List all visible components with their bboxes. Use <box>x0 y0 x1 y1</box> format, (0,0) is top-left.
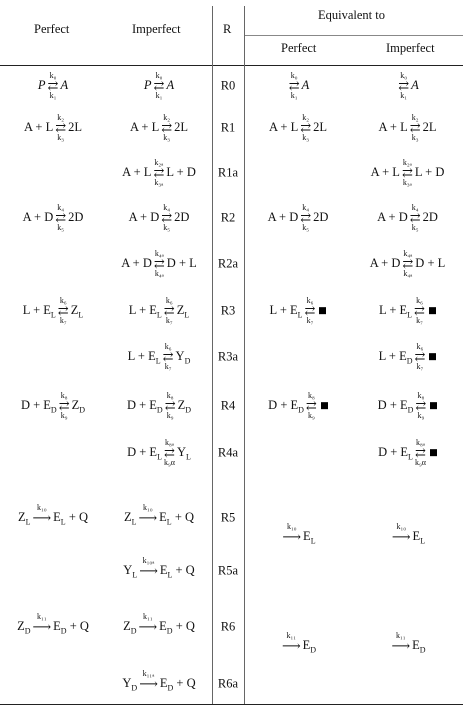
product: 2L <box>422 120 437 135</box>
reaction-id: R3 <box>220 303 236 318</box>
product: $Z_D$ <box>71 397 86 415</box>
reactant: $D + E_L$ <box>378 444 413 462</box>
product: $Y_L$ <box>176 444 191 462</box>
product: D + L <box>166 256 197 271</box>
eq-imperfect-reaction <box>352 439 463 467</box>
product <box>428 446 437 461</box>
equilibrium-arrow-icon: k₆ ⇄ k₇ <box>414 342 426 371</box>
product: A <box>301 78 310 93</box>
filled-square-icon <box>321 403 328 410</box>
reactant: A + L <box>378 120 408 135</box>
equilibrium-arrow-icon: k₈ ⇄ k₉ <box>305 391 317 420</box>
product <box>317 304 326 319</box>
product <box>319 399 328 414</box>
reactant: $Z_D$ <box>123 618 137 636</box>
header-imperfect: Imperfect <box>132 22 181 36</box>
equilibrium-arrow-icon: k₆ ⇄ k₇ <box>57 296 69 325</box>
filled-square-icon <box>430 450 437 457</box>
eq-perfect-reaction <box>244 204 352 232</box>
imperfect-reaction <box>106 343 212 371</box>
product: 2L <box>313 120 328 135</box>
reaction-id: R6 <box>220 619 236 634</box>
eq-imperfect-reaction <box>352 114 463 142</box>
eq-imperfect-reaction <box>352 632 463 660</box>
equilibrium-arrow-icon: k₂ ⇄ k₃ <box>300 113 312 142</box>
forward-arrow-icon: k₁₁ₐ ⟶ <box>139 669 158 692</box>
reactant: A + D <box>121 256 152 271</box>
header-eq-perfect: Perfect <box>281 41 317 55</box>
reactant: P <box>143 78 152 93</box>
reaction-id: R3a <box>217 349 239 364</box>
rule-header-bottom <box>0 65 463 66</box>
forward-arrow-icon: k₁₁ ⟶ <box>32 612 52 635</box>
product: $E_L$ <box>303 528 316 546</box>
equilibrium-arrow-icon: k₂ ⇄ k₃ <box>161 113 173 142</box>
product: $Z_L$ <box>176 302 190 320</box>
reactant: $L + E_L$ <box>128 302 162 320</box>
product: $E_L + Q$ <box>53 509 89 527</box>
imperfect-reaction <box>106 392 212 420</box>
forward-arrow-icon: k₁₁ ⟶ <box>281 631 301 654</box>
equilibrium-arrow-icon: k₈ ⇄ k₉ <box>58 391 70 420</box>
reaction-id: R2 <box>220 210 236 225</box>
eq-imperfect-reaction <box>352 392 463 420</box>
header-equivalent-to: Equivalent to <box>318 8 385 22</box>
rule-header-sub <box>244 35 463 36</box>
product: 2L <box>174 120 189 135</box>
perfect-reaction <box>0 504 106 532</box>
reactant: $L + E_L$ <box>269 302 303 320</box>
equilibrium-arrow-icon: k₀ ⇄ k₁ <box>47 71 59 100</box>
imperfect-reaction <box>106 159 212 187</box>
perfect-reaction <box>0 114 106 142</box>
reaction-id: R1a <box>217 165 239 180</box>
reactant: $D + E_D$ <box>126 397 163 415</box>
eq-perfect-reaction <box>244 632 352 660</box>
header-eq-imperfect: Imperfect <box>386 41 435 55</box>
forward-arrow-icon: k₁₁ ⟶ <box>138 612 158 635</box>
product: L + D <box>166 165 196 180</box>
product: 2D <box>68 210 84 225</box>
imperfect-reaction <box>106 204 212 232</box>
eq-imperfect-reaction <box>352 343 463 371</box>
reactant: $D + E_L$ <box>127 444 162 462</box>
reactant: $D + E_D$ <box>20 397 57 415</box>
forward-arrow-icon: k₁₁ ⟶ <box>391 631 411 654</box>
eq-imperfect-reaction <box>352 204 463 232</box>
eq-imperfect-reaction <box>352 250 463 278</box>
product: A <box>60 78 69 93</box>
product: 2D <box>174 210 190 225</box>
reactant: A + D <box>267 210 299 225</box>
reaction-id: R4 <box>220 398 236 413</box>
equilibrium-arrow-icon: k₄ ⇄ k₅ <box>409 203 421 232</box>
reactant: A + D <box>22 210 54 225</box>
perfect-reaction <box>0 297 106 325</box>
product: A <box>166 78 175 93</box>
equilibrium-arrow-icon: k₄ ⇄ k₅ <box>161 203 173 232</box>
forward-arrow-icon: k₁₀ ⟶ <box>282 522 302 545</box>
reaction-id: R2a <box>217 256 239 271</box>
eq-imperfect-reaction <box>352 159 463 187</box>
eq-perfect-reaction <box>244 114 352 142</box>
product: $E_D + Q$ <box>159 675 196 693</box>
filled-square-icon <box>430 403 437 410</box>
equilibrium-arrow-icon: k₂ ⇄ k₃ <box>55 113 67 142</box>
reactant: A + L <box>23 120 54 135</box>
filled-square-icon <box>429 354 436 361</box>
equilibrium-arrow-icon: k₄ ⇄ k₅ <box>55 203 67 232</box>
reactant: $Z_L$ <box>123 509 137 527</box>
reactant: $Z_D$ <box>17 618 31 636</box>
reaction-id: R4a <box>217 445 239 460</box>
equilibrium-arrow-icon: k₀ ⇄ k₁ <box>398 71 410 100</box>
product: $E_D + Q$ <box>53 618 89 636</box>
equilibrium-arrow-icon: k₀ ⇄ k₁ <box>153 71 165 100</box>
reactant: A + D <box>128 210 160 225</box>
equilibrium-arrow-icon: k₄ₐ ⇄ k₄ₐ <box>153 249 165 278</box>
equilibrium-arrow-icon: k₆ ⇄ k₇ <box>304 296 316 325</box>
equilibrium-arrow-icon: k₈ₐ ⇄ k₉α <box>414 438 426 467</box>
header-r: R <box>223 22 232 36</box>
divider-right <box>244 6 245 704</box>
reactant: P <box>37 78 46 93</box>
rule-table-bottom <box>0 704 463 705</box>
eq-perfect-reaction <box>244 297 352 325</box>
product: $Y_D$ <box>175 348 191 366</box>
reactant: A + D <box>369 256 401 271</box>
product: 2L <box>68 120 83 135</box>
reactant: A + L <box>268 120 299 135</box>
equilibrium-arrow-icon: k₂ ⇄ k₃ <box>409 113 421 142</box>
reactant: $L + E_L$ <box>127 348 161 366</box>
imperfect-reaction <box>106 504 212 532</box>
imperfect-reaction <box>106 613 212 641</box>
product: $E_L + Q$ <box>159 509 195 527</box>
equilibrium-arrow-icon: k₀ ⇄ k₁ <box>288 71 300 100</box>
perfect-reaction <box>0 204 106 232</box>
eq-perfect-reaction <box>244 523 352 551</box>
header-perfect: Perfect <box>34 22 70 36</box>
imperfect-reaction <box>106 297 212 325</box>
product <box>427 350 436 365</box>
reaction-id: R5 <box>220 510 236 525</box>
imperfect-reaction <box>106 670 212 698</box>
reaction-id: R1 <box>220 120 236 135</box>
imperfect-reaction <box>106 250 212 278</box>
equilibrium-arrow-icon: k₈ₐ ⇄ k₉α <box>163 438 175 467</box>
equilibrium-arrow-icon: k₆ ⇄ k₇ <box>414 296 425 325</box>
equilibrium-arrow-icon: k₆ ⇄ k₇ <box>162 342 174 371</box>
equilibrium-arrow-icon: k₄ₐ ⇄ k₄ₐ <box>402 249 414 278</box>
reactant: A + L <box>370 165 400 180</box>
product: $E_D + Q$ <box>159 618 195 636</box>
reactant: $Y_L$ <box>123 562 138 580</box>
product: $E_L$ <box>412 528 426 546</box>
reactant: $Y_D$ <box>122 675 138 693</box>
reactant: A + L <box>129 120 160 135</box>
perfect-reaction <box>0 72 106 100</box>
perfect-reaction <box>0 392 106 420</box>
forward-arrow-icon: k₁₀ ⟶ <box>138 503 158 526</box>
reactant: $Z_L$ <box>17 509 31 527</box>
reactant: $L + E_L$ <box>22 302 56 320</box>
eq-imperfect-reaction <box>352 72 463 100</box>
product: 2D <box>313 210 329 225</box>
reactant: $D + E_D$ <box>377 397 414 415</box>
filled-square-icon <box>429 308 436 315</box>
reactant: $D + E_D$ <box>268 397 304 415</box>
reactant: $L + E_L$ <box>379 302 413 320</box>
product: $Z_L$ <box>70 302 84 320</box>
eq-imperfect-reaction <box>352 523 463 551</box>
imperfect-reaction <box>106 114 212 142</box>
reaction-id: R5a <box>217 563 239 578</box>
imperfect-reaction <box>106 439 212 467</box>
reaction-id: R0 <box>220 78 236 93</box>
eq-perfect-reaction <box>244 72 352 100</box>
product: 2D <box>422 210 438 225</box>
filled-square-icon <box>319 308 326 315</box>
product: $E_D$ <box>412 637 426 655</box>
forward-arrow-icon: k₁₀ ⟶ <box>32 503 52 526</box>
reactant: $L + E_D$ <box>378 348 413 366</box>
product: A <box>411 78 419 93</box>
equilibrium-arrow-icon: k₈ ⇄ k₉ <box>164 391 176 420</box>
product: $E_D$ <box>302 637 317 655</box>
equilibrium-arrow-icon: k₄ ⇄ k₅ <box>300 203 312 232</box>
forward-arrow-icon: k₁₀ₐ ⟶ <box>139 556 158 579</box>
imperfect-reaction <box>106 557 212 585</box>
reaction-id: R6a <box>217 676 239 691</box>
product: $Z_D$ <box>177 397 192 415</box>
product: L + D <box>414 165 445 180</box>
forward-arrow-icon: k₁₀ ⟶ <box>391 522 411 545</box>
product <box>428 399 437 414</box>
eq-imperfect-reaction <box>352 297 463 325</box>
reactant: A + L <box>122 165 152 180</box>
eq-perfect-reaction <box>244 392 352 420</box>
equilibrium-arrow-icon: k₂ₐ ⇄ k₃ₐ <box>153 158 165 187</box>
reactant: A + D <box>377 210 408 225</box>
product: $E_L + Q$ <box>159 562 195 580</box>
imperfect-reaction <box>106 72 212 100</box>
perfect-reaction <box>0 613 106 641</box>
product <box>427 304 436 319</box>
equilibrium-arrow-icon: k₂ₐ ⇄ k₃ₐ <box>401 158 413 187</box>
equilibrium-arrow-icon: k₆ ⇄ k₇ <box>163 296 175 325</box>
equilibrium-arrow-icon: k₈ ⇄ k₉ <box>415 391 427 420</box>
product: D + L <box>415 256 446 271</box>
